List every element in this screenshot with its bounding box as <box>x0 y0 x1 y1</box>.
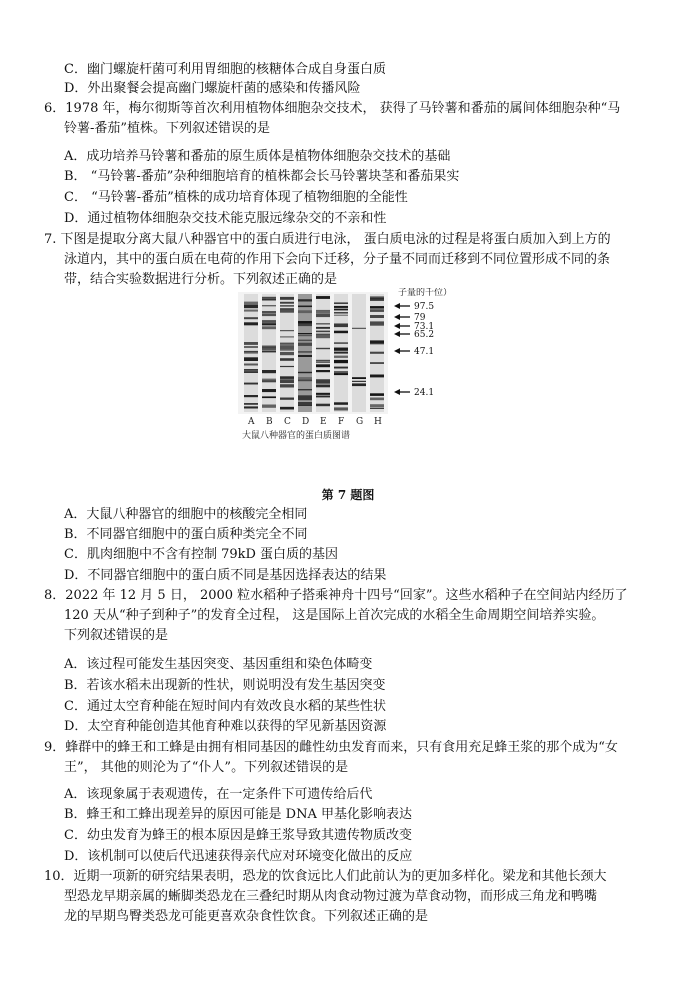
gel-band <box>370 408 384 409</box>
gel-band <box>280 305 294 306</box>
q6-option-c: C． “马铃薯-番茄”植株的成功培育体现了植物细胞的全能性 <box>64 190 408 205</box>
q7-stem-line1: 7. 下图是提取分离大鼠八种器官中的蛋白质进行电泳， 蛋白质电泳的过程是将蛋白质加入到上方的 <box>44 232 611 247</box>
gel-band <box>370 375 384 378</box>
gel-band <box>316 348 330 349</box>
gel-band <box>244 322 258 325</box>
lane-label: A <box>248 417 255 427</box>
marker-label: 79 <box>414 313 426 323</box>
gel-band <box>244 383 258 385</box>
gel-band <box>298 333 312 334</box>
gel-band <box>334 302 348 304</box>
gel-band <box>316 360 330 362</box>
figure-caption: 大鼠八种器官的蛋白质图谱 <box>242 431 351 441</box>
gel-band <box>370 298 384 300</box>
gel-band <box>352 381 366 382</box>
gel-band <box>316 327 330 329</box>
gel-band <box>370 340 384 343</box>
q8-option-b: B．若该水稻未出现新的性状，则说明没有发生基因突变 <box>64 678 386 693</box>
q7-option-a: A．大鼠八种器官的细胞中的核酸完全相同 <box>64 507 308 522</box>
gel-band <box>298 299 312 301</box>
q9-option-d: D．该机制可以使后代迅速获得亲代应对环境变化做出的反应 <box>64 849 413 864</box>
gel-band <box>334 352 348 354</box>
gel-band <box>334 342 348 344</box>
q9-option-b: B．蜂王和工蜂出现差异的原因可能是 DNA 甲基化影响表达 <box>64 807 413 822</box>
gel-band <box>244 342 258 345</box>
gel-band <box>352 383 366 386</box>
gel-band <box>334 402 348 405</box>
gel-band <box>244 369 258 370</box>
q7-option-d: D．不同器官细胞中的蛋白质不同是基因选择表达的结果 <box>64 568 387 583</box>
gel-band <box>244 352 258 354</box>
gel-band <box>334 371 348 373</box>
gel-band <box>244 310 258 312</box>
q9-option-a: A．该现象属于表观遗传，在一定条件下可遗传给后代 <box>64 787 373 802</box>
q7-option-b: B．不同器官细胞中的蛋白质种类完全不同 <box>64 527 308 542</box>
gel-band <box>370 362 384 364</box>
gel-band <box>316 365 330 367</box>
gel-band <box>316 393 330 395</box>
gel-band <box>298 355 312 357</box>
gel-band <box>280 376 294 379</box>
gel-band <box>298 395 312 398</box>
gel-band <box>244 395 258 397</box>
gel-band <box>334 309 348 311</box>
q8-option-a: A．该过程可能发生基因突变、基因重组和染色体畸变 <box>64 657 373 672</box>
lane-label: F <box>338 417 345 427</box>
gel-band <box>262 379 276 381</box>
gel-band <box>298 310 312 313</box>
option-d: D．外出聚餐会提高幽门螺旋杆菌的感染和传播风险 <box>64 81 361 96</box>
q9-stem-line1: 9．蜂群中的蜂王和工蜂是由拥有相同基因的雌性幼虫发育而来，只有食用充足蜂王浆的那个成为“女 <box>44 740 618 755</box>
gel-band <box>334 407 348 410</box>
gel-band <box>334 356 348 358</box>
gel-band <box>262 349 276 350</box>
gel-band <box>298 321 312 323</box>
q6-stem-line2: 铃薯-番茄”植株。下列叙述错误的是 <box>64 121 271 136</box>
gel-band <box>316 404 330 407</box>
marker-label: 24.1 <box>414 388 435 398</box>
figure-title: 第 7 题图 <box>321 488 375 502</box>
gel-band <box>316 385 330 388</box>
lane-label: G <box>356 417 364 427</box>
gel-band <box>370 393 384 396</box>
gel-band <box>280 336 294 337</box>
gel-band <box>280 366 294 367</box>
gel-band <box>352 328 366 329</box>
gel-band <box>280 330 294 331</box>
lane-label: C <box>284 417 291 427</box>
gel-band <box>370 311 384 312</box>
gel-band <box>262 305 276 306</box>
gel-band <box>262 351 276 352</box>
lane-label: B <box>266 417 273 427</box>
q9-option-c: C．幼虫发育为蜂王的根本原因是蜂王浆导致其遗传物质改变 <box>64 828 412 843</box>
q10-stem-line2: 型恐龙早期亲属的蜥脚类恐龙在三叠纪时期从肉食动物过渡为草食动物，而形成三角龙和鸭嘴 <box>64 889 598 904</box>
gel-band <box>280 358 294 361</box>
gel-band <box>244 346 258 347</box>
gel-band <box>334 306 348 308</box>
gel-band <box>280 297 294 300</box>
lane-label: D <box>302 417 310 427</box>
gel-band <box>370 404 384 407</box>
gel-band <box>316 296 330 299</box>
gel-band <box>262 322 276 324</box>
gel-lane <box>352 294 366 412</box>
gel-band <box>280 343 294 345</box>
gel-band <box>262 370 276 373</box>
gel-band <box>244 317 258 319</box>
gel-band <box>298 324 312 326</box>
gel-band <box>280 398 294 400</box>
gel-band <box>298 340 312 342</box>
gel-band <box>244 371 258 373</box>
q8-option-d: D．太空育种能创造其他育种难以获得的罕见新基因资源 <box>64 719 387 734</box>
gel-band <box>262 389 276 392</box>
gel-band <box>370 306 384 308</box>
q6-option-a: A．成功培养马铃薯和番茄的原生质体是植物体细胞杂交技术的基础 <box>64 149 451 164</box>
gel-band <box>316 314 330 317</box>
gel-band <box>298 343 312 346</box>
gel-band <box>370 315 384 318</box>
gel-band <box>334 367 348 369</box>
gel-band <box>334 348 348 351</box>
q7-stem-line2: 泳道内，其中的蛋白质在电荷的作用下会向下迁移，分子量不同而迁移到不同位置形成不同的条 <box>64 252 611 267</box>
gel-band <box>262 405 276 408</box>
unit-label: 子量的千位） <box>398 288 453 298</box>
gel-band <box>316 310 330 312</box>
gel-band <box>352 377 366 379</box>
gel-band <box>316 335 330 338</box>
gel-band <box>316 362 330 363</box>
electrophoresis-figure <box>234 288 466 446</box>
gel-band <box>316 380 330 383</box>
gel-band <box>244 305 258 308</box>
q8-stem-line3: 下列叙述错误的是 <box>64 628 169 643</box>
gel-band <box>298 306 312 308</box>
gel-band <box>262 299 276 301</box>
q9-stem-line2: 王”， 其他的则沦为了“仆人”。下列叙述错误的是 <box>64 760 349 775</box>
q10-stem-line1: 10．近期一项新的研究结果表明，恐龙的饮食远比人们此前认为的更加多样化。梁龙和其他长颈大 <box>44 869 607 884</box>
q7-stem-line3: 带，结合实验数据进行分析。下列叙述正确的是 <box>64 272 338 287</box>
gel-band <box>334 315 348 316</box>
gel-band <box>262 326 276 329</box>
gel-band <box>334 325 348 328</box>
gel-band <box>280 407 294 410</box>
q6-option-b: B． “马铃薯-番茄”杂种细胞培育的植株都会长马铃薯块茎和番茄果实 <box>64 169 460 184</box>
marker-label: 65.2 <box>414 330 435 340</box>
gel-band <box>244 364 258 366</box>
gel-band <box>262 313 276 316</box>
gel-band <box>370 309 384 311</box>
gel-band <box>244 359 258 361</box>
gel-band <box>298 372 312 373</box>
marker-label: 47.1 <box>414 347 435 357</box>
gel-band <box>280 352 294 355</box>
gel-band <box>298 351 312 353</box>
gel-band <box>370 352 384 354</box>
gel-band <box>262 297 276 299</box>
gel-band <box>298 335 312 337</box>
marker-label: 73.1 <box>414 322 435 332</box>
gel-band <box>370 398 384 401</box>
gel-band <box>280 384 294 387</box>
gel-band <box>262 311 276 312</box>
gel-band <box>298 377 312 380</box>
gel-band <box>280 302 294 304</box>
q6-stem-line1: 6．1978 年，梅尔彻斯等首次利用植物体细胞杂交技术， 获得了马铃薯和番茄的属间体细胞杂种“马 <box>44 101 621 116</box>
marker-label: 97.5 <box>414 302 435 312</box>
gel-band <box>298 389 312 390</box>
gel-band <box>262 396 276 398</box>
gel-band <box>298 402 312 405</box>
option-c: C．幽门螺旋杆菌可利用胃细胞的核糖体合成自身蛋白质 <box>64 62 386 77</box>
lane-label: E <box>320 417 327 427</box>
q8-option-c: C．通过太空育种能在短时间内有效改良水稻的某些性状 <box>64 699 386 714</box>
lane-label: H <box>374 417 382 427</box>
gel-band <box>280 346 294 349</box>
gel-band <box>316 323 330 324</box>
q8-stem-line2: 120 天从“种子到种子”的发育全过程， 这是国际上首次完成的水稻全生命周期空间培养实验。 <box>64 608 605 623</box>
q10-stem-line3: 龙的早期鸟臀类恐龙可能更喜欢杂食性饮食。下列叙述正确的是 <box>64 909 429 924</box>
gel-band <box>244 403 258 405</box>
gel-band <box>316 331 330 333</box>
gel-band <box>370 321 384 323</box>
gel-band <box>244 302 258 305</box>
gel-band <box>316 396 330 398</box>
gel-band <box>334 312 348 313</box>
q8-stem-line1: 8．2022 年 12 月 5 日， 2000 粒水稻种子搭乘神舟十四号“回家”。这些水稻种子在空间站内经历了 <box>44 588 628 603</box>
gel-band <box>316 312 330 314</box>
gel-band <box>280 380 294 383</box>
gel-band <box>334 360 348 363</box>
q7-option-c: C．肌肉细胞中不含有控制 79kD 蛋白质的基因 <box>64 547 339 562</box>
gel-band <box>244 406 258 408</box>
gel-band <box>334 331 348 334</box>
gel-band <box>244 357 258 359</box>
q6-option-d: D．通过植物体细胞杂交技术能克服远缘杂交的不亲和性 <box>64 211 387 226</box>
gel-band <box>316 370 330 372</box>
gel-band <box>262 345 276 346</box>
gel-band <box>280 310 294 313</box>
